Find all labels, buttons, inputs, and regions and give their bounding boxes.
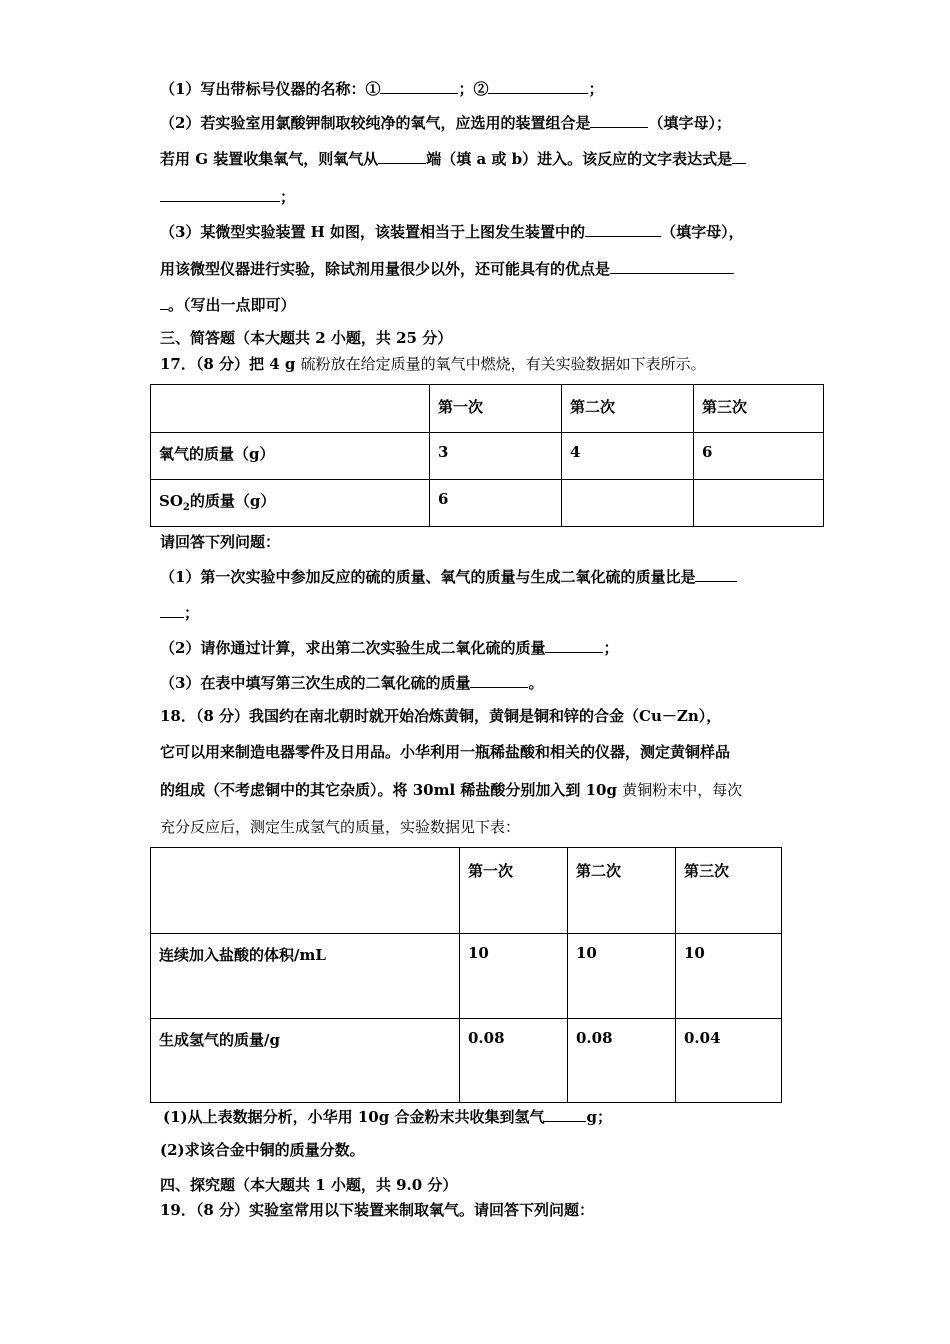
subscript: 2 [182,502,190,513]
q16-part3-line2 [160,258,734,279]
table-cell: 10 [568,934,676,1019]
table-cell: 第二次 [568,848,676,934]
q17-part1-line1 [160,566,737,587]
table-cell: 第一次 [460,848,568,934]
text: ； [184,604,200,622]
table-cell: 10 [460,934,568,1019]
text: ； [588,80,604,98]
q18-part1 [163,1106,612,1127]
text: 的组成（不考虑铜中的其它杂质）。将 30ml 稀盐酸分别加入到 10g [160,781,623,799]
table-row [151,385,824,433]
answer-blank[interactable] [378,148,426,164]
text: 17．（8 分）把 4 g [160,355,301,373]
text: 硫粉放在给定质量的氧气中燃烧，有关实验数据如下表所示。 [300,355,706,373]
table-cell: 0.08 [568,1019,676,1103]
q16-part3-line3 [160,294,296,315]
table-cell: 6 [694,433,824,480]
q18-stem-line1: 18．（8 分）我国约在南北朝时就开始冶炼黄铜，黄铜是铜和锌的合金（Cu－Zn）， [160,707,722,725]
answer-blank[interactable] [610,258,734,274]
q16-part1 [160,78,603,99]
table-cell: 0.08 [460,1019,568,1103]
table-cell: 0.04 [676,1019,782,1103]
text: 端（填 a 或 b）进入。该反应的文字表达式是 [426,150,733,168]
table-cell: 第一次 [430,385,562,433]
section-3-heading: 三、简答题（本大题共 2 小题，共 25 分） [160,329,453,347]
q16-part2-line1 [160,112,731,133]
text: （3）在表中填写第三次生成的二氧化硫的质量 [160,674,471,692]
text: （填字母）， [661,223,744,241]
table-cell [151,385,430,433]
q18-part2: (2)求该合金中铜的质量分数。 [160,1141,365,1159]
answer-blank[interactable] [380,78,458,94]
table-cell [694,480,824,527]
text: 若用 G 装置收集氧气，则氧气从 [160,150,379,168]
table-cell: 氧气的质量（g） [151,433,430,480]
answer-blank[interactable] [545,637,603,653]
text: 。 [528,674,544,692]
table-row [151,934,782,1019]
table-cell [562,480,694,527]
text: g； [586,1108,612,1126]
answer-blank[interactable] [160,602,184,618]
table-cell: 第二次 [562,385,694,433]
text: （1）写出带标号仪器的名称：① [160,80,381,98]
answer-blank[interactable] [160,186,280,202]
table-cell [151,848,460,934]
text: SO [159,492,183,510]
text: （2）请你通过计算，求出第二次实验生成二氧化硫的质量 [160,639,546,657]
section-4-heading: 四、探究题（本大题共 1 小题，共 9.0 分） [160,1176,458,1194]
q19-stem: 19．（8 分）实验室常用以下装置来制取氧气。请回答下列问题： [160,1201,595,1219]
q16-part3-line1 [160,221,744,242]
table-cell: 连续加入盐酸的体积/mL [151,934,460,1019]
table-brass-hcl [150,847,782,1103]
q18-stem-line2: 它可以用来制造电器零件及日用品。小华利用一瓶稀盐酸和相关的仪器，测定黄铜样品 [160,743,731,761]
text: ；② [458,80,489,98]
text: 用该微型仪器进行实验，除试剂用量很少以外，还可能具有的优点是 [160,260,611,278]
text: （2）若实验室用氯酸钾制取较纯净的氧气，应选用的装置组合是 [160,114,591,132]
text: 黄铜粉末中，每次 [622,781,743,799]
q16-part2-line3 [160,186,295,207]
q17-prompt: 请回答下列问题： [160,533,281,551]
table-row [151,848,782,934]
table-cell: 4 [562,433,694,480]
answer-blank[interactable] [695,566,737,582]
text: 的质量（g） [189,492,276,510]
answer-blank[interactable] [544,1106,586,1122]
table-cell: 生成氢气的质量/g [151,1019,460,1103]
table-cell: 第三次 [676,848,782,934]
text: ； [280,188,296,206]
q17-part2 [160,637,618,658]
q18-stem-line3 [160,780,742,800]
table-row [151,1019,782,1103]
answer-blank[interactable] [732,148,746,164]
q16-part2-line2 [160,148,746,169]
answer-blank[interactable] [585,221,661,237]
text: 。（写出一点即可） [168,296,296,314]
table-cell: 10 [676,934,782,1019]
answer-blank[interactable] [590,112,648,128]
table-sulfur-oxygen [150,384,824,527]
q17-stem [160,354,706,374]
answer-blank[interactable] [488,78,588,94]
text: (1)从上表数据分析，小华用 10g 合金粉末共收集到氢气 [163,1108,545,1126]
table-row [151,480,824,527]
table-cell: 3 [430,433,562,480]
table-cell: 第三次 [694,385,824,433]
table-row [151,433,824,480]
text: （填字母）； [648,114,731,132]
table-cell: 6 [430,480,562,527]
text: ； [603,639,619,657]
answer-blank[interactable] [160,294,168,310]
q17-part1-line2 [160,602,199,623]
q18-stem-line4: 充分反应后，测定生成氢气的质量，实验数据见下表： [160,818,521,836]
text: （1）第一次实验中参加反应的硫的质量、氧气的质量与生成二氧化硫的质量比是 [160,568,696,586]
answer-blank[interactable] [470,672,528,688]
table-cell [151,480,430,527]
q17-part3 [160,672,543,693]
text: （3）某微型实验装置 H 如图，该装置相当于上图发生装置中的 [160,223,586,241]
